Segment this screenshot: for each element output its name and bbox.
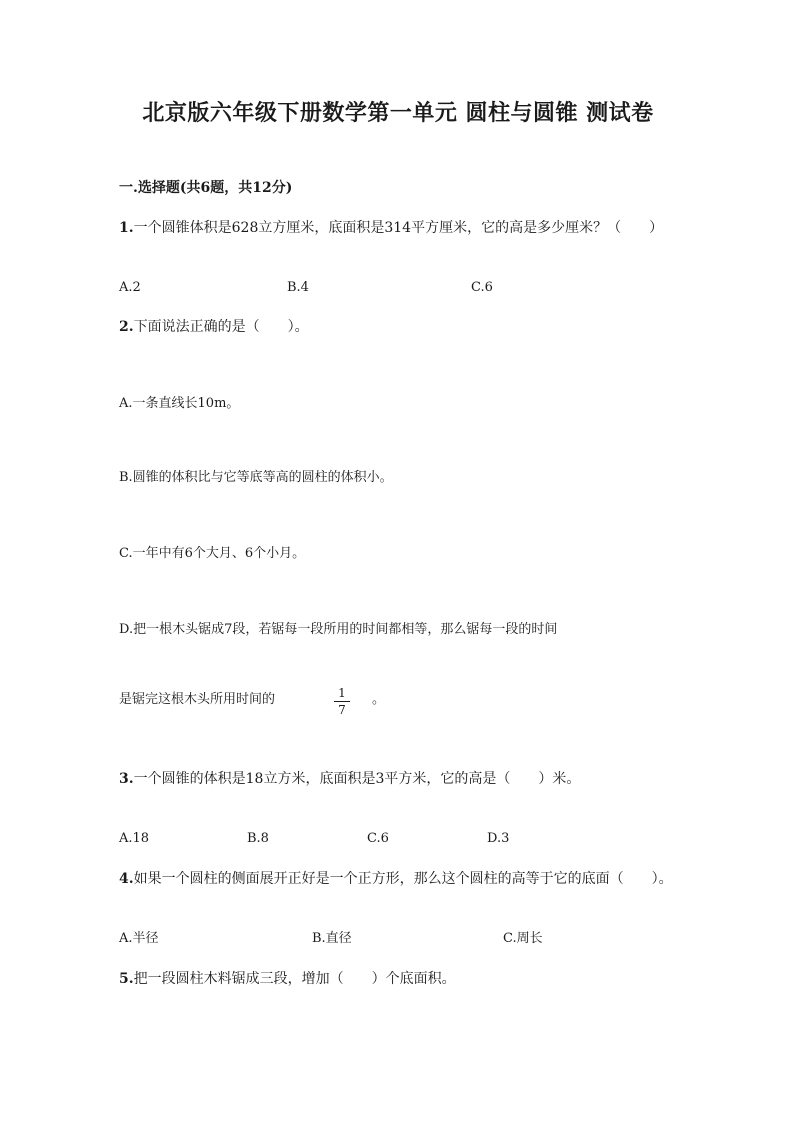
option-c: C.一年中有6个大月、6个小月。: [119, 546, 306, 561]
question-4: [119, 868, 679, 890]
question-text: 下面说法正确的是（ ）。: [133, 319, 309, 335]
question-2: [119, 316, 679, 338]
option-b: B.8: [247, 831, 269, 846]
option-b: B.直径: [312, 931, 352, 946]
option-c: C.6: [471, 280, 493, 295]
question-text: 把一段圆柱木料锯成三段，增加（ ）个底面积。: [133, 971, 456, 987]
option-d-continuation: 是锯完这根木头所用时间的: [119, 692, 276, 707]
question-text: 一个圆锥体积是628立方厘米，底面积是314平方厘米，它的高是多少厘米？（ ）: [133, 220, 664, 236]
question-3: [119, 768, 679, 790]
question-number: 1.: [119, 220, 134, 236]
option-c: C.周长: [503, 931, 543, 946]
fraction-numerator: 1: [338, 686, 346, 700]
question-number: 2.: [119, 319, 134, 335]
fraction-bar: [334, 701, 350, 702]
option-b: B.圆锥的体积比与它等底等高的圆柱的体积小。: [119, 470, 393, 485]
question-number: 5.: [119, 971, 134, 987]
question-text: 如果一个圆柱的侧面展开正好是一个正方形，那么这个圆柱的高等于它的底面（ ）。: [133, 871, 673, 887]
question-5: [119, 968, 679, 990]
option-a: A.2: [119, 280, 141, 295]
question-1: [119, 217, 679, 239]
option-a: A.一条直线长10m。: [119, 396, 240, 411]
question-text: 一个圆锥的体积是18立方米，底面积是3平方米，它的高是（ ）米。: [133, 771, 581, 787]
option-d: D.把一根木头锯成7段，若锯每一段所用的时间都相等，那么锯每一段的时间: [119, 622, 558, 637]
fraction-denominator: 7: [338, 703, 346, 717]
option-d: D.3: [487, 831, 510, 846]
option-a: A.半径: [119, 931, 159, 946]
fraction-one-seventh: [334, 686, 350, 717]
page-title: 北京版六年级下册数学第一单元 圆柱与圆锥 测试卷: [142, 100, 654, 126]
option-c: C.6: [367, 831, 389, 846]
section-header: 一.选择题(共6题，共12分): [119, 180, 293, 196]
question-number: 3.: [119, 771, 134, 787]
option-a: A.18: [119, 831, 150, 846]
question-number: 4.: [119, 871, 134, 887]
option-d-period: 。: [372, 692, 386, 707]
option-b: B.4: [287, 280, 309, 295]
